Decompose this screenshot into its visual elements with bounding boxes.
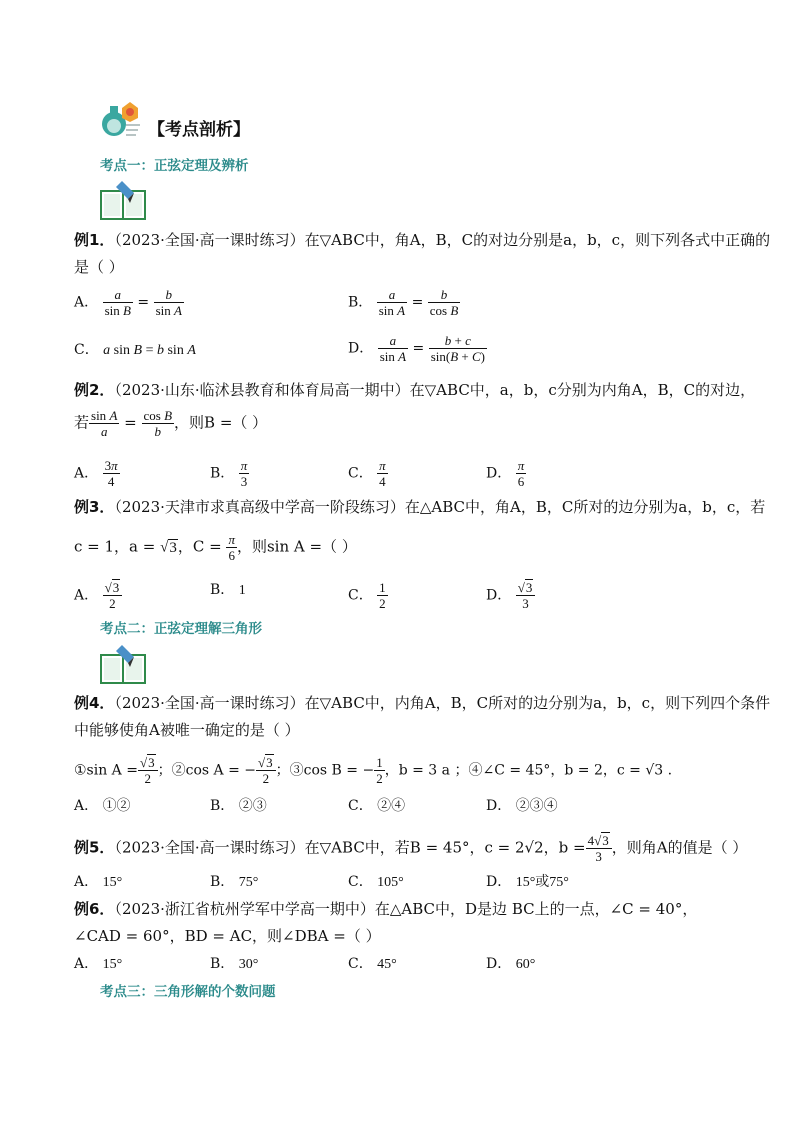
ex1-option-c[interactable]: C． a sin B = b sin A	[74, 342, 196, 358]
example-3-line2: c = 1，a = √3，C = $\frac{\pi}{6}$ ，则sin A =（ ）	[74, 532, 357, 563]
ex6-option-c[interactable]: C． 45°	[348, 956, 397, 972]
example-2-line2: 若 $\frac{\text{sin A}}{a}$ = $\frac{\text{cos B}}{b}$ ，则B =（ ）	[74, 408, 268, 439]
ex2-option-c[interactable]: C． $\frac{\pi}{4}$	[348, 458, 386, 489]
example-3-text: 例3．（2023·天津市求真高级中学高一阶段练习）在△ABC中，角A，B，C所对的边分别为a，b，c，若	[74, 498, 766, 516]
ex1-option-d[interactable]: D． $\frac{a}{\text{sin A}}$ = $\frac{b + c}{\sin(B + C)}$	[348, 333, 486, 364]
ex3-option-c[interactable]: C． $\frac{1}{2}$	[348, 580, 386, 611]
example-1-text	[74, 230, 770, 250]
ex3-option-d[interactable]: D． $\frac{√3}{3}$	[486, 580, 535, 611]
ex6-option-b[interactable]: B． 30°	[210, 956, 259, 972]
book-pencil-icon	[100, 181, 146, 221]
ex5-option-c[interactable]: C． 105°	[348, 874, 404, 890]
example-4-line2: 中能够使角A被唯一确定的是（ ）	[74, 721, 300, 739]
example-6-text: 例6．（2023·浙江省杭州学军中学高一期中）在△ABC中，D是边 BC上的一点，∠C = 40°，	[74, 900, 698, 918]
ex3-option-b[interactable]: B． 1	[210, 582, 246, 598]
example-2-text: 例2．（2023·山东·临沭县教育和体育局高一期中）在▽ABC中，a，b，c分别为内角A，B，C的对边，	[74, 381, 756, 399]
section-label-1: 考点一：正弦定理及辨析	[100, 158, 249, 174]
ex6-option-a[interactable]: A． 15°	[74, 956, 123, 972]
example-1-line1: （2023·全国·高一课时练习）在▽ABC中，角A，B，C的对边分别是a，b，c，则下列各式中正确的	[114, 231, 771, 249]
ex3-option-a[interactable]: A． $\frac{√3}{2}$	[74, 580, 122, 611]
section-label-2: 考点二：正弦定理解三角形	[100, 621, 262, 637]
section-label-3: 考点三：三角形解的个数问题	[100, 984, 276, 1000]
ex5-option-b[interactable]: B． 75°	[210, 874, 259, 890]
ex2-option-b[interactable]: B． $\frac{\pi}{3}$	[210, 458, 248, 489]
ex6-option-d[interactable]: D． 60°	[486, 956, 536, 972]
example-5-text: 例5．（2023·全国·高一课时练习）在▽ABC中，若B = 45°，c = 2√2，b = $\frac{4√3}{3}$ ，则角A的值是（ ）	[74, 833, 748, 864]
example-1-line2: 是（ ）	[74, 258, 124, 276]
ex4-option-d[interactable]: D． ②③④	[486, 798, 558, 814]
ex5-option-d[interactable]: D． 15°或75°	[486, 874, 569, 890]
ex4-option-b[interactable]: B． ②③	[210, 798, 267, 814]
book-pencil-icon	[100, 645, 146, 685]
ex2-option-d[interactable]: D． $\frac{\pi}{6}$	[486, 458, 525, 489]
flask-icon	[100, 100, 144, 140]
example-4-conditions: ①sin A = $\frac{√3}{2}$ ；②cos A = − $\frac{√3}{2}$ ；③cos B = − $\frac{1}{2}$ ，b = 3 a ；④∠C = 45°，b = 2，c = √3 .	[74, 755, 673, 786]
ex5-option-a[interactable]: A． 15°	[74, 874, 123, 890]
ex4-option-c[interactable]: C． ②④	[348, 798, 406, 814]
example-6-line2: ∠CAD = 60°，BD = AC，则∠DBA =（ ）	[74, 927, 381, 945]
ex4-option-a[interactable]: A． ①②	[74, 798, 131, 814]
ex1-option-a[interactable]: A． $\frac{a}{\text{sin B}}$ = $\frac{b}{\text{sin A}}$	[74, 287, 182, 318]
example-4-text: 例4．（2023·全国·高一课时练习）在▽ABC中，内角A，B，C所对的边分别为a，b，c，则下列四个条件	[74, 694, 771, 712]
ex1-option-b[interactable]: B． $\frac{a}{\text{sin A}}$ = $\frac{b}{\text{cos B}}$	[348, 287, 459, 318]
ex2-option-a[interactable]: A． $\frac{3\pi}{4}$	[74, 458, 118, 489]
example-tag: 例1．	[74, 231, 115, 249]
section-title: 【考点剖析】	[148, 120, 250, 140]
